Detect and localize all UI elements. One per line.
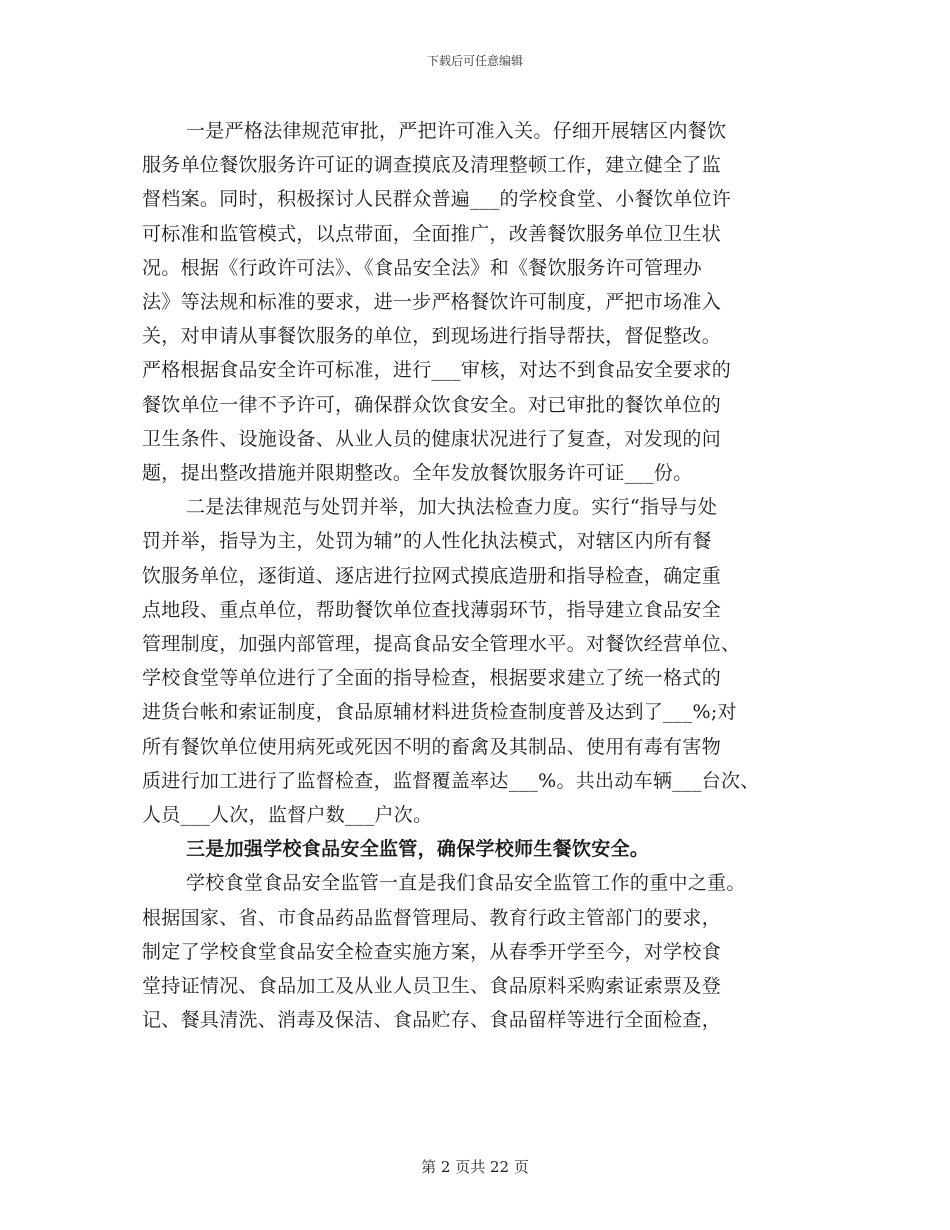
paragraph-1-line: 可标准和监管模式，以点带面，全面推广，改善餐饮服务单位卫生状 bbox=[142, 222, 722, 245]
paragraph-1-line: 一是严格法律规范审批，严把许可准入关。仔细开展辖区内餐饮 bbox=[186, 120, 727, 142]
paragraph-2-line: 学校食堂等单位进行了全面的指导检查，根据要求建立了统一格式的 bbox=[142, 667, 722, 690]
paragraph-2-line: 罚并举，指导为主，处罚为辅”的人性化执法模式，对辖区内所有餐 bbox=[142, 530, 712, 553]
paragraph-2-line: 质进行加工进行了监督检查，监督覆盖率达___%。共出动车辆___台次、 bbox=[142, 769, 760, 792]
paragraph-2-line: 饮服务单位，逐街道、逐店进行拉网式摸底造册和指导检查，确定重 bbox=[142, 564, 722, 587]
paragraph-3-line: 制定了学校食堂食品安全检查实施方案，从春季开学至今，对学校食 bbox=[142, 940, 722, 963]
page-header: 下载后可任意编辑 bbox=[426, 54, 523, 68]
document-body bbox=[142, 114, 814, 1037]
paragraph-3-line: 学校食堂食品安全监管一直是我们食品安全监管工作的重中之重。 bbox=[186, 872, 746, 895]
paragraph-1-line: 严格根据食品安全许可标准，进行___审核，对达不到食品安全要求的 bbox=[142, 359, 732, 382]
paragraph-1-line: 法》等法规和标准的要求，进一步严格餐饮许可制度，严把市场准入 bbox=[142, 291, 722, 314]
paragraph-1-line: 况。根据《行政许可法》、《食品安全法》和《餐饮服务许可管理办 bbox=[142, 256, 703, 279]
paragraph-1-line: 服务单位餐饮服务许可证的调查摸底及清理整顿工作，建立健全了监 bbox=[142, 154, 722, 177]
paragraph-2-line: 人员___人次，监督户数___户次。 bbox=[142, 804, 433, 827]
paragraph-2-line: 二是法律规范与处罚并举，加大执法检查力度。实行“指导与处 bbox=[186, 496, 718, 519]
page-footer: 第 2 页共 22 页 bbox=[421, 1158, 529, 1176]
paragraph-2-line: 进货台帐和索证制度，食品原辅材料进货检查制度普及达到了___%;对 bbox=[142, 701, 737, 724]
paragraph-2-line: 点地段、重点单位，帮助餐饮单位查找薄弱环节，指导建立食品安全 bbox=[142, 598, 722, 621]
paragraph-1-line: 餐饮单位一律不予许可，确保群众饮食安全。对已审批的餐饮单位的 bbox=[142, 393, 722, 416]
paragraph-3-line: 记、餐具清洗、消毒及保洁、食品贮存、食品留样等进行全面检查， bbox=[142, 1009, 722, 1032]
paragraph-1-line: 题，提出整改措施并限期整改。全年发放餐饮服务许可证___份。 bbox=[142, 462, 693, 485]
paragraph-3-line: 堂持证情况、食品加工及从业人员卫生、食品原料采购索证索票及登 bbox=[142, 975, 722, 998]
paragraph-2-line: 管理制度，加强内部管理，提高食品安全管理水平。对餐饮经营单位、 bbox=[142, 633, 741, 656]
section-heading: 三是加强学校食品安全监管，确保学校师生餐饮安全。 bbox=[186, 838, 650, 861]
paragraph-1-line: 督档案。同时，积极探讨人民群众普遍___的学校食堂、小餐饮单位许 bbox=[142, 188, 732, 211]
paragraph-1-line: 关，对申请从事餐饮服务的单位，到现场进行指导帮扶，督促整改。 bbox=[142, 325, 722, 348]
paragraph-3-line: 根据国家、省、市食品药品监督管理局、教育行政主管部门的要求， bbox=[142, 906, 722, 929]
paragraph-1-line: 卫生条件、设施设备、从业人员的健康状况进行了复查，对发现的问 bbox=[142, 427, 722, 450]
paragraph-2-line: 所有餐饮单位使用病死或死因不明的畜禽及其制品、使用有毒有害物 bbox=[142, 735, 722, 758]
